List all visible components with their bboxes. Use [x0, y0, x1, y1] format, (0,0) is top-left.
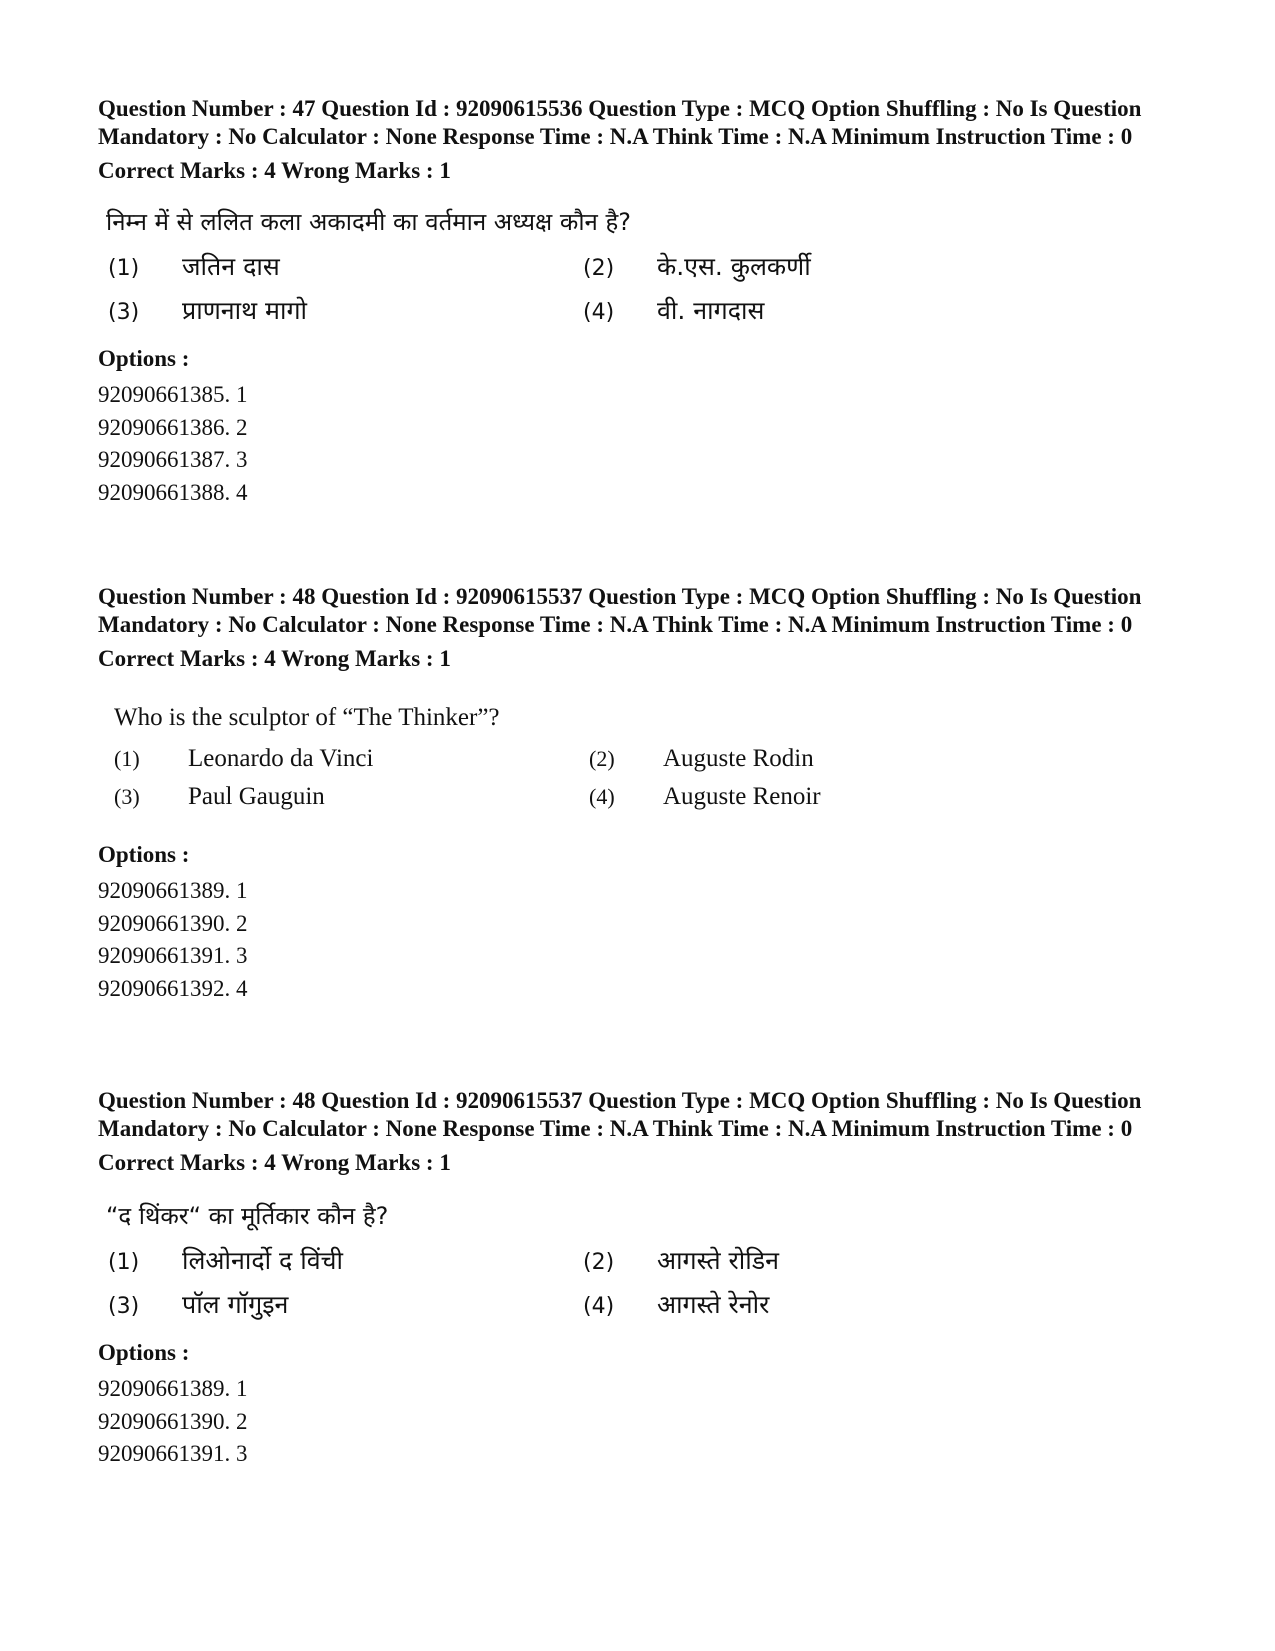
- option-item: 92090661389. 1: [98, 1376, 248, 1401]
- question-content: [98, 701, 1198, 811]
- choice-text: जतिन दास: [182, 252, 280, 281]
- choice-4: [583, 1287, 1058, 1321]
- choice-3: [108, 293, 583, 327]
- choice-2: [589, 745, 1064, 773]
- choice-number: (1): [114, 746, 140, 771]
- options-list: [98, 1373, 1198, 1471]
- choice-1: [114, 745, 589, 773]
- option-item: 92090661388. 4: [98, 479, 248, 505]
- choice-text: Leonardo da Vinci: [188, 745, 374, 772]
- option-item: 92090661391. 3: [98, 1441, 248, 1466]
- choice-number: (3): [114, 784, 140, 809]
- option-item: 92090661390. 2: [98, 910, 248, 936]
- question-marks: Correct Marks : 4 Wrong Marks : 1: [98, 1150, 451, 1175]
- choice-1: [108, 249, 583, 283]
- choice-number: (4): [589, 784, 615, 809]
- choice-number: (2): [583, 1250, 615, 1275]
- options-label: Options :: [98, 1340, 190, 1365]
- question-block-47: [98, 95, 1198, 509]
- option-item: 92090661387. 3: [98, 447, 248, 472]
- question-meta: Question Number : 48 Question Id : 92090615537 Question Type : MCQ Option Shuffling : No Is Question Mandatory : No Calculator : None Response Time : N.A Think Time : N.A Minimum Instruction Time : 0: [98, 1088, 1142, 1141]
- question-block-48-english: [98, 583, 1198, 1005]
- choice-number: (3): [108, 300, 140, 325]
- choice-1: [108, 1243, 583, 1277]
- choice-number: (1): [108, 1250, 140, 1275]
- options-label: Options :: [98, 346, 190, 371]
- choice-4: [583, 293, 1058, 327]
- question-marks: Correct Marks : 4 Wrong Marks : 1: [98, 158, 451, 183]
- choice-number: (4): [583, 1294, 615, 1319]
- options-list: [98, 379, 1198, 509]
- choice-2: [583, 249, 1058, 283]
- option-item: 92090661392. 4: [98, 975, 248, 1001]
- options-list: [98, 875, 1198, 1005]
- question-block-48-hindi: [98, 1087, 1198, 1471]
- question-text: निम्न में से ललित कला अकादमी का वर्तमान अध्यक्ष कौन है?: [106, 208, 631, 236]
- choice-number: (4): [583, 300, 615, 325]
- choice-4: [589, 783, 1064, 811]
- choice-3: [114, 783, 589, 811]
- question-text: Who is the sculptor of “The Thinker”?: [114, 704, 500, 731]
- question-meta: Question Number : 48 Question Id : 92090615537 Question Type : MCQ Option Shuffling : No Is Question Mandatory : No Calculator : None Response Time : N.A Think Time : N.A Minimum Instruction Time : 0: [98, 584, 1142, 637]
- choice-number: (2): [589, 746, 615, 771]
- choice-grid: [108, 249, 1198, 327]
- choice-grid: [108, 1243, 1198, 1321]
- choice-3: [108, 1287, 583, 1321]
- option-item: 92090661391. 3: [98, 943, 248, 968]
- question-text: “द थिंकर“ का मूर्तिकार कौन है?: [106, 1202, 389, 1230]
- choice-text: पॉल गॉगुइन: [182, 1290, 289, 1319]
- option-item: 92090661389. 1: [98, 878, 248, 903]
- choice-text: Auguste Rodin: [663, 745, 814, 772]
- options-label: Options :: [98, 842, 190, 867]
- choice-text: आगस्ते रेनोर: [657, 1290, 770, 1319]
- question-content: [98, 1199, 1198, 1321]
- choice-text: प्राणनाथ मागो: [182, 296, 308, 325]
- choice-text: वी. नागदास: [657, 296, 765, 325]
- choice-text: Auguste Renoir: [663, 783, 821, 810]
- choice-text: के.एस. कुलकर्णी: [657, 252, 811, 281]
- choice-text: आगस्ते रोडिन: [657, 1246, 779, 1275]
- question-meta: Question Number : 47 Question Id : 92090615536 Question Type : MCQ Option Shuffling : No Is Question Mandatory : No Calculator : None Response Time : N.A Think Time : N.A Minimum Instruction Time : 0: [98, 96, 1142, 149]
- choice-text: Paul Gauguin: [188, 783, 325, 810]
- option-item: 92090661386. 2: [98, 414, 248, 440]
- choice-grid: [114, 745, 1198, 811]
- choice-number: (1): [108, 256, 140, 281]
- option-item: 92090661385. 1: [98, 382, 248, 407]
- question-marks: Correct Marks : 4 Wrong Marks : 1: [98, 646, 451, 671]
- choice-text: लिओनार्दो द विंची: [182, 1246, 343, 1275]
- choice-number: (2): [583, 256, 615, 281]
- choice-number: (3): [108, 1294, 140, 1319]
- choice-2: [583, 1243, 1058, 1277]
- option-item: 92090661390. 2: [98, 1408, 248, 1434]
- question-content: [98, 205, 1198, 327]
